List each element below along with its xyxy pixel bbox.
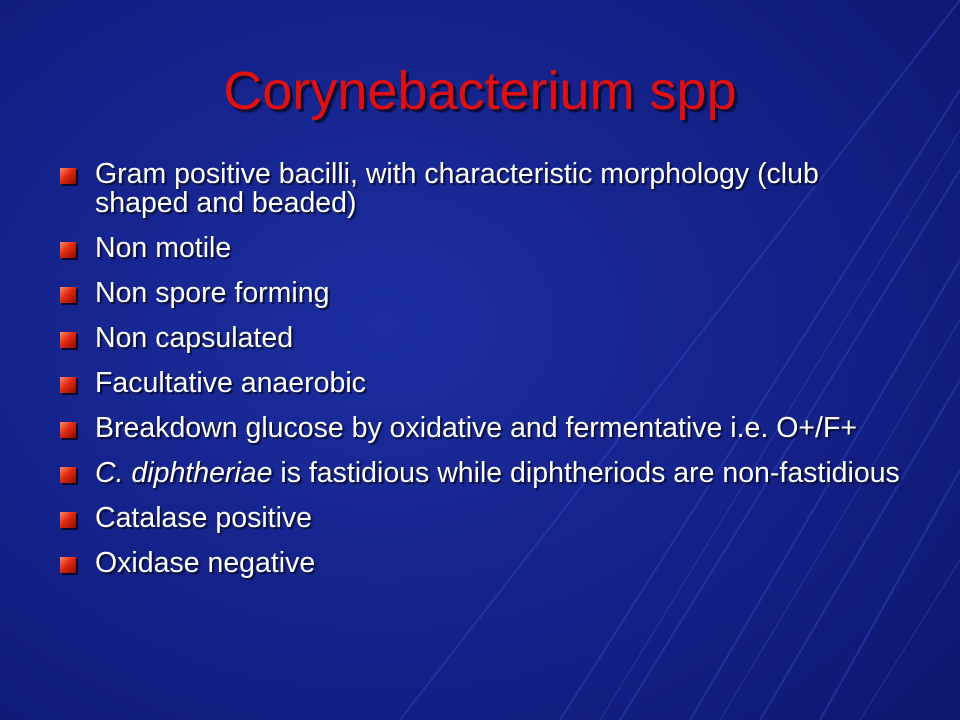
bullet-text: Catalase positive [95, 502, 313, 534]
bullet-text: Non capsulated [95, 322, 294, 354]
bullet-text: is fastidious while diphtheriods are non-fastidious [272, 457, 900, 489]
red-square-bullet-icon [60, 287, 76, 303]
red-square-bullet-icon [60, 467, 76, 483]
bullet-item [60, 504, 920, 533]
red-square-bullet-icon [60, 242, 76, 258]
bullet-item [60, 279, 920, 308]
bullet-text: Breakdown glucose by oxidative and fermentative i.e. O+/F+ [95, 412, 857, 444]
bullet-text: Oxidase negative [95, 547, 316, 579]
red-square-bullet-icon [60, 422, 76, 438]
bullet-italic-text: C. diphtheriae [95, 457, 273, 489]
bullet-text: Non spore forming [95, 277, 330, 309]
red-square-bullet-icon [60, 332, 76, 348]
bullet-item [60, 160, 920, 218]
bullet-item [60, 414, 920, 443]
bullet-item [60, 549, 920, 578]
slide-title: Corynebacterium spp [223, 61, 737, 121]
red-square-bullet-icon [60, 168, 76, 184]
bullet-text: Facultative anaerobic [95, 367, 366, 399]
red-square-bullet-icon [60, 377, 76, 393]
bullet-item [60, 234, 920, 263]
bullet-text: Non motile [95, 232, 232, 264]
red-square-bullet-icon [60, 512, 76, 528]
bullet-item [60, 324, 920, 353]
bullet-list [60, 160, 920, 594]
red-square-bullet-icon [60, 557, 76, 573]
bullet-text: Gram positive bacilli, with characteristic morphology (club shaped and beaded) [95, 158, 819, 219]
bullet-item [60, 459, 920, 488]
bullet-item [60, 369, 920, 398]
